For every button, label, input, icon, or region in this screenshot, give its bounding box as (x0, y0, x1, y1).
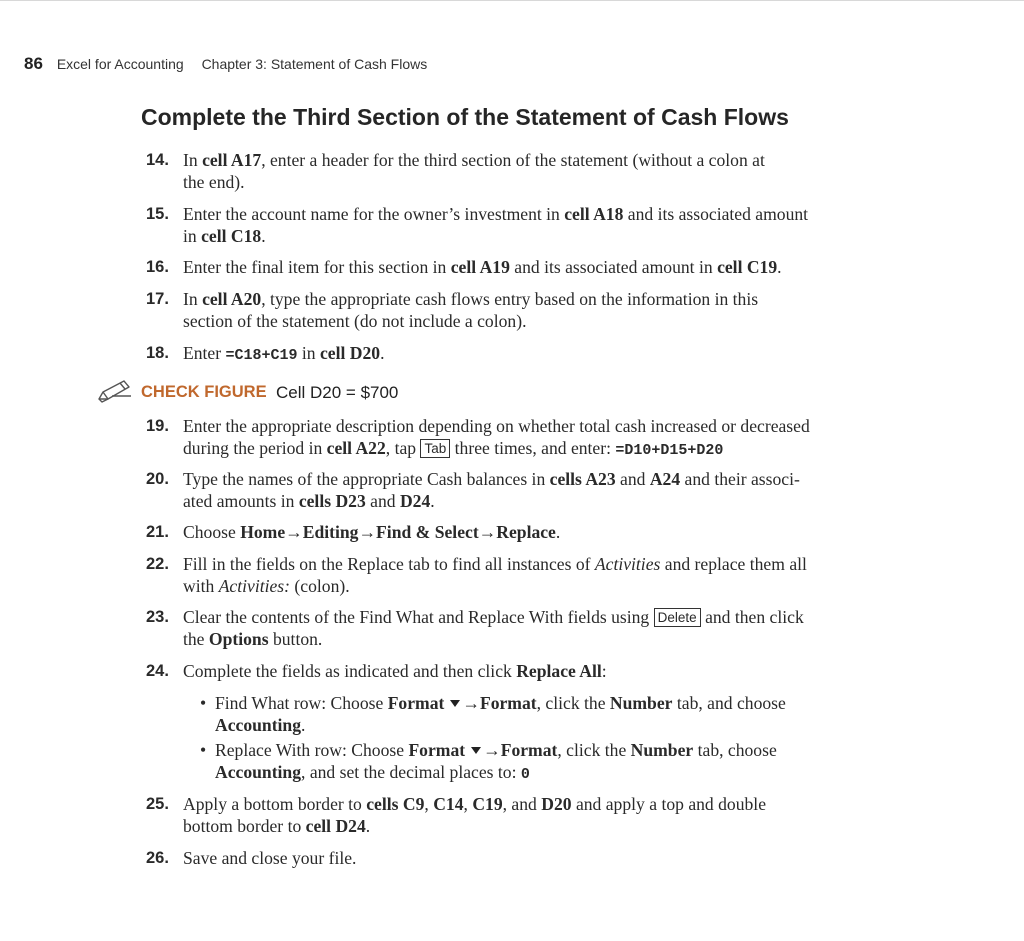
bullet-text: Find What row: Choose Format →Format, click the Number tab, and choose Accounting. (215, 693, 786, 735)
step-text: In cell A17, enter a header for the third section of the statement (without a colon at the end). (183, 150, 765, 192)
step-18 (146, 342, 906, 367)
step-text: Save and close your file. (183, 848, 357, 868)
step-26 (146, 847, 906, 869)
bullet-dot: • (200, 740, 207, 760)
step-number: 15. (146, 205, 169, 223)
page-number: 86 (24, 54, 43, 73)
step-number: 18. (146, 344, 169, 362)
step-number: 20. (146, 470, 169, 488)
step-text: Enter =C18+C19 in cell D20. (183, 343, 385, 364)
pencil-icon (96, 378, 134, 404)
step-22 (146, 553, 906, 597)
step-23 (146, 606, 906, 650)
step-20 (146, 468, 906, 512)
step-text: Type the names of the appropriate Cash balances in cells A23 and A24 and their associ- ated amounts in cells D23 and D24. (183, 469, 800, 511)
step-text: Apply a bottom border to cells C9, C14, C19, and D20 and apply a top and double bottom border to cell D24. (183, 794, 767, 836)
step-text: Enter the final item for this section in cell A19 and its associated amount in cell C19. (183, 257, 782, 277)
step-text: Clear the contents of the Find What and Replace With fields using Delete and then click the Options button. (183, 607, 804, 649)
step-text: Enter the appropriate description depending on whether total cash increased or decreased during the period in cell A22, tap Tab three times, and enter: =D10+D15+D20 (183, 416, 810, 459)
book-title: Excel for Accounting (56, 56, 184, 72)
bullet-find-what (200, 692, 890, 736)
step-number: 25. (146, 795, 169, 813)
check-figure-label: CHECK FIGURE (141, 383, 267, 401)
top-rule (0, 0, 1024, 1)
step-text: Enter the account name for the owner’s investment in cell A18 and its associated amount in cell C18. (183, 204, 809, 246)
step-text: Fill in the fields on the Replace tab to find all instances of Activities and replace them all with Activities: (colon). (183, 554, 807, 596)
step-number: 16. (146, 258, 169, 276)
step-21 (146, 521, 906, 543)
check-figure-value: Cell D20 = $700 (276, 383, 399, 402)
step-number: 26. (146, 849, 169, 867)
step-14 (146, 149, 906, 193)
step-number: 14. (146, 151, 169, 169)
step-text: In cell A20, type the appropriate cash flows entry based on the information in this section of the statement (do not include a colon). (183, 289, 759, 331)
step-text: Choose Home→Editing→Find & Select→Replace. (183, 522, 561, 542)
section-title: Complete the Third Section of the Statement of Cash Flows (141, 104, 789, 130)
step-17 (146, 288, 906, 332)
step-19 (146, 415, 906, 462)
step-number: 19. (146, 417, 169, 435)
step-number: 24. (146, 662, 169, 680)
running-head (24, 54, 427, 74)
step-number: 22. (146, 555, 169, 573)
step-number: 23. (146, 608, 169, 626)
step-16 (146, 256, 906, 278)
bullet-text: Replace With row: Choose Format →Format, click the Number tab, choose Accounting, and set the decimal places to: 0 (215, 740, 777, 783)
step-15 (146, 203, 906, 247)
step-25 (146, 793, 906, 837)
step-number: 17. (146, 290, 169, 308)
bullet-replace-with (200, 739, 890, 786)
step-24 (146, 660, 906, 682)
step-text: Complete the fields as indicated and then click Replace All: (183, 661, 607, 681)
bullet-dot: • (200, 693, 207, 713)
chapter-title: Chapter 3: Statement of Cash Flows (201, 56, 428, 72)
step-number: 21. (146, 523, 169, 541)
